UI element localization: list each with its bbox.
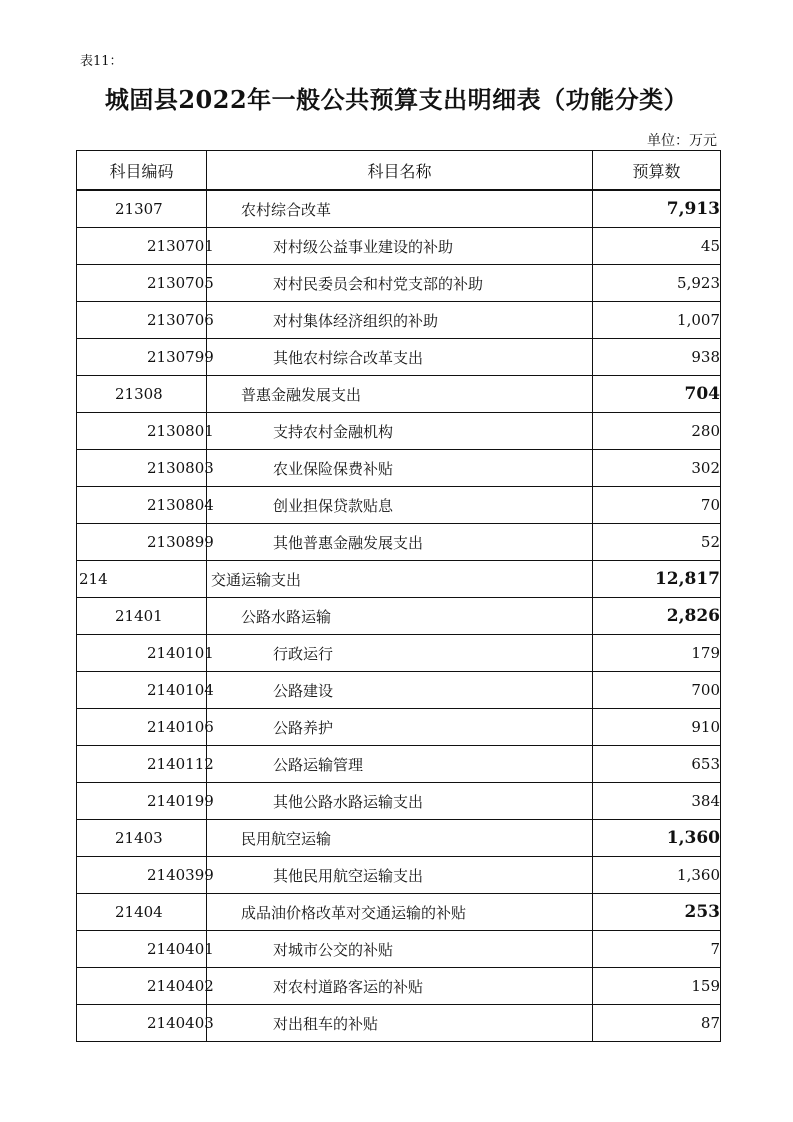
table-row — [77, 1005, 721, 1042]
amount-cell: 1,360 — [593, 820, 721, 857]
code-cell: 21403 — [77, 820, 207, 857]
table-row — [77, 746, 721, 783]
table-number: 表11： — [80, 54, 123, 69]
name-cell: 民用航空运输 — [207, 820, 593, 857]
amount-cell: 87 — [593, 1005, 721, 1042]
table-row — [77, 265, 721, 302]
amount-cell: 7,913 — [593, 190, 721, 228]
table-row — [77, 450, 721, 487]
table-row — [77, 339, 721, 376]
table-body — [77, 190, 721, 1042]
table-row — [77, 709, 721, 746]
amount-cell: 302 — [593, 450, 721, 487]
name-cell: 公路养护 — [207, 709, 593, 746]
amount-cell: 384 — [593, 783, 721, 820]
name-cell: 其他农村综合改革支出 — [207, 339, 593, 376]
name-cell: 创业担保贷款贴息 — [207, 487, 593, 524]
header-name: 科目名称 — [207, 151, 593, 191]
table-row — [77, 376, 721, 413]
amount-cell: 1,007 — [593, 302, 721, 339]
table-row — [77, 931, 721, 968]
table-header — [77, 151, 721, 191]
name-cell: 对农村道路客运的补贴 — [207, 968, 593, 1005]
code-cell: 2140104 — [77, 672, 207, 709]
table-row — [77, 968, 721, 1005]
table-row — [77, 413, 721, 450]
code-cell: 2140403 — [77, 1005, 207, 1042]
name-cell: 普惠金融发展支出 — [207, 376, 593, 413]
name-cell: 交通运输支出 — [207, 561, 593, 598]
code-cell: 2130801 — [77, 413, 207, 450]
name-cell: 其他民用航空运输支出 — [207, 857, 593, 894]
table-row — [77, 598, 721, 635]
code-cell: 2140402 — [77, 968, 207, 1005]
name-cell: 其他普惠金融发展支出 — [207, 524, 593, 561]
header-row — [77, 151, 721, 191]
code-cell: 2130705 — [77, 265, 207, 302]
table-row — [77, 894, 721, 931]
name-cell: 成品油价格改革对交通运输的补贴 — [207, 894, 593, 931]
code-cell: 2140399 — [77, 857, 207, 894]
amount-cell: 45 — [593, 228, 721, 265]
amount-cell: 1,360 — [593, 857, 721, 894]
amount-cell: 280 — [593, 413, 721, 450]
code-cell: 2130804 — [77, 487, 207, 524]
table-row — [77, 820, 721, 857]
name-cell: 支持农村金融机构 — [207, 413, 593, 450]
code-cell: 2140401 — [77, 931, 207, 968]
table-row — [77, 190, 721, 228]
table-row — [77, 228, 721, 265]
amount-cell: 938 — [593, 339, 721, 376]
code-cell: 21404 — [77, 894, 207, 931]
code-cell: 2130799 — [77, 339, 207, 376]
code-cell: 2130701 — [77, 228, 207, 265]
amount-cell: 653 — [593, 746, 721, 783]
unit-label: 单位：万元 — [647, 133, 717, 149]
amount-cell: 2,826 — [593, 598, 721, 635]
header-amount: 预算数 — [593, 151, 721, 191]
table-row — [77, 524, 721, 561]
amount-cell: 12,817 — [593, 561, 721, 598]
budget-table — [76, 150, 721, 1042]
name-cell: 公路运输管理 — [207, 746, 593, 783]
table-row — [77, 302, 721, 339]
code-cell: 2140106 — [77, 709, 207, 746]
name-cell: 公路建设 — [207, 672, 593, 709]
name-cell: 农业保险保费补贴 — [207, 450, 593, 487]
code-cell: 2140199 — [77, 783, 207, 820]
name-cell: 农村综合改革 — [207, 190, 593, 228]
amount-cell: 253 — [593, 894, 721, 931]
name-cell: 对村民委员会和村党支部的补助 — [207, 265, 593, 302]
code-cell: 2130803 — [77, 450, 207, 487]
amount-cell: 159 — [593, 968, 721, 1005]
name-cell: 行政运行 — [207, 635, 593, 672]
code-cell: 2140112 — [77, 746, 207, 783]
code-cell: 2130899 — [77, 524, 207, 561]
name-cell: 对出租车的补贴 — [207, 1005, 593, 1042]
code-cell: 2140101 — [77, 635, 207, 672]
code-cell: 21308 — [77, 376, 207, 413]
code-cell: 21307 — [77, 190, 207, 228]
table-row — [77, 857, 721, 894]
amount-cell: 70 — [593, 487, 721, 524]
table-row — [77, 487, 721, 524]
code-cell: 2130706 — [77, 302, 207, 339]
table-row — [77, 672, 721, 709]
name-cell: 其他公路水路运输支出 — [207, 783, 593, 820]
code-cell: 21401 — [77, 598, 207, 635]
name-cell: 对村集体经济组织的补助 — [207, 302, 593, 339]
name-cell: 对城市公交的补贴 — [207, 931, 593, 968]
header-code: 科目编码 — [77, 151, 207, 191]
amount-cell: 910 — [593, 709, 721, 746]
name-cell: 公路水路运输 — [207, 598, 593, 635]
table-row — [77, 783, 721, 820]
page-title: 城固县2022年一般公共预算支出明细表（功能分类） — [104, 85, 689, 114]
table-row — [77, 635, 721, 672]
amount-cell: 7 — [593, 931, 721, 968]
code-cell: 214 — [77, 561, 207, 598]
amount-cell: 700 — [593, 672, 721, 709]
name-cell: 对村级公益事业建设的补助 — [207, 228, 593, 265]
table-row — [77, 561, 721, 598]
amount-cell: 52 — [593, 524, 721, 561]
amount-cell: 704 — [593, 376, 721, 413]
amount-cell: 179 — [593, 635, 721, 672]
amount-cell: 5,923 — [593, 265, 721, 302]
